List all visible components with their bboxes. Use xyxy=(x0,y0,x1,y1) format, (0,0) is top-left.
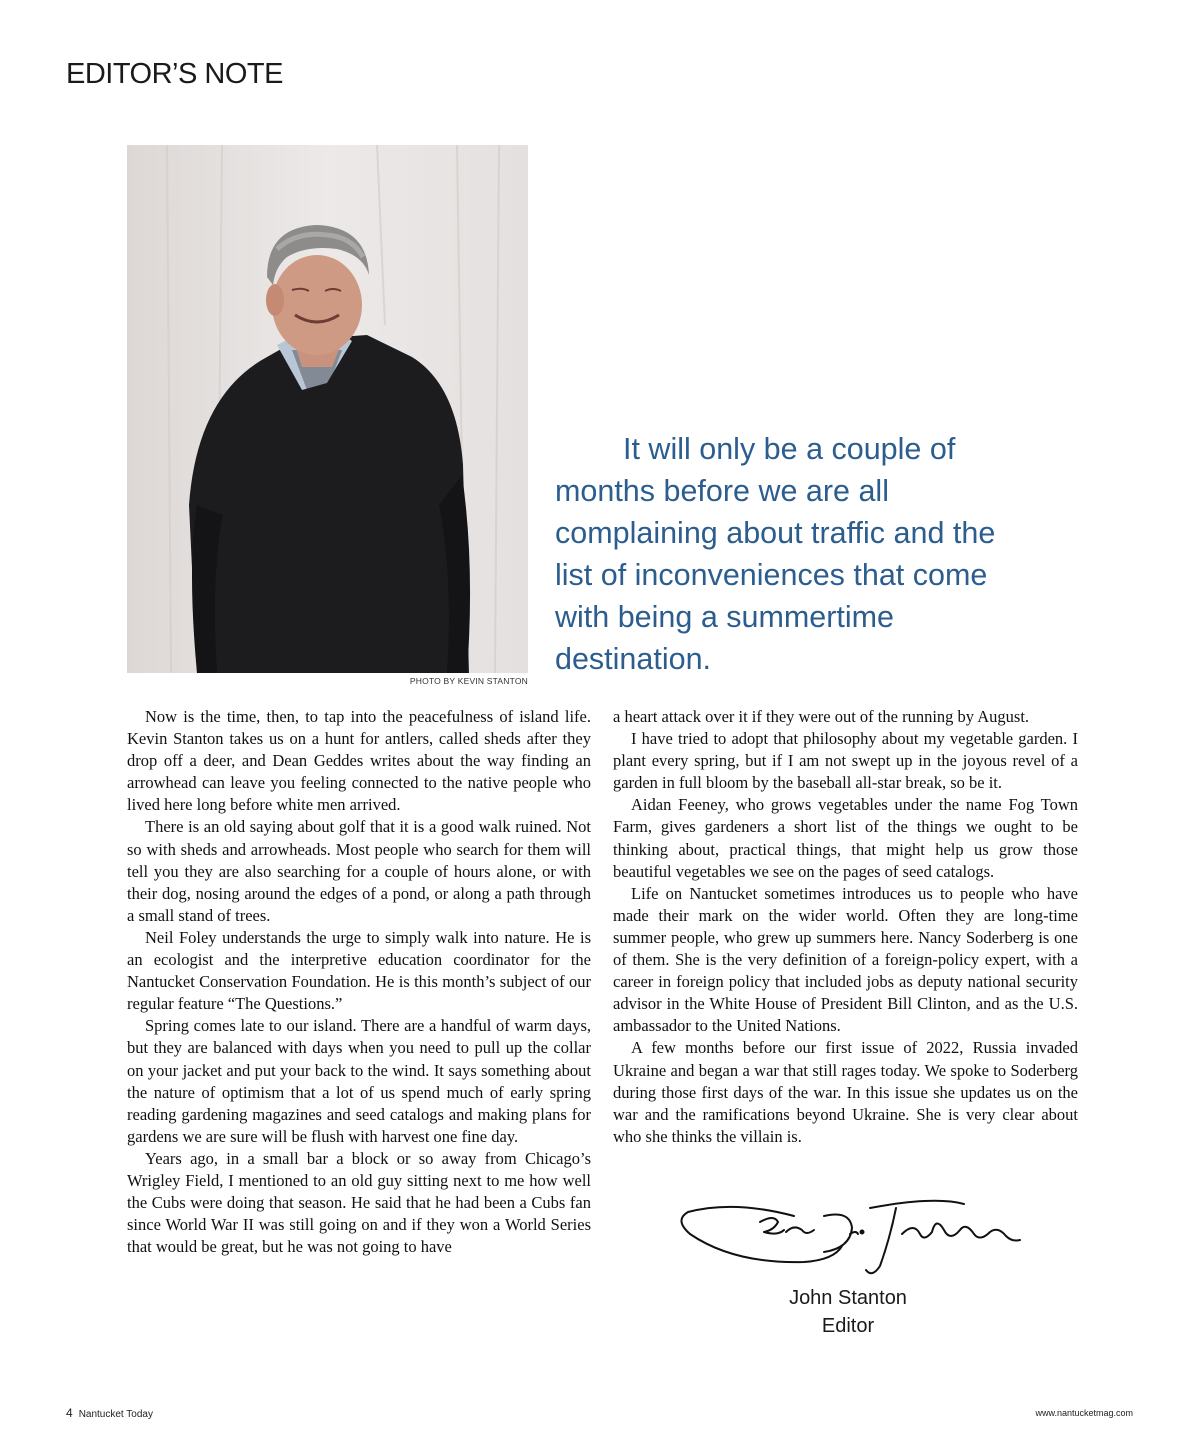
body-column-right xyxy=(613,706,1078,1148)
publication-name: Nantucket Today xyxy=(78,1409,153,1420)
body-paragraph: I have tried to adopt that philosophy about my vegetable garden. I plant every spring, but if I am not swept up in the joyous revel of a garden in full bloom by the baseball all-star break, so be it. xyxy=(613,729,1078,793)
page-number: 4 xyxy=(66,1406,73,1420)
editor-name: John Stanton xyxy=(789,1287,907,1309)
body-paragraph-continuation: a heart attack over it if they were out of the running by August. xyxy=(613,707,1030,726)
section-label: EDITOR’S NOTE xyxy=(66,58,283,90)
body-paragraph: There is an old saying about golf that it is a good walk ruined. Not so with sheds and arrowheads. Most people who search for them will tell you they are also searching for a couple of hours alone, or with their dog, nosing around the edges of a pond, or along a path through a small stand of trees. xyxy=(127,817,591,925)
editor-photo xyxy=(127,145,528,673)
body-paragraph: Spring comes late to our island. There are a handful of warm days, but they are balanced with days when you need to pull up the collar on your jacket and put your back to the wind. It says something about the nature of optimism that a lot of us spend much of early spring reading gardening magazines and seed catalogs and making plans for gardens we are sure will be flush with harvest one fine day. xyxy=(127,1016,591,1146)
photo-credit: PHOTO BY KEVIN STANTON xyxy=(409,676,528,686)
handwritten-signature xyxy=(674,1186,1024,1286)
signoff xyxy=(748,1284,948,1340)
body-paragraph: Aidan Feeney, who grows vegetables under the name Fog Town Farm, gives gardeners a short list of the things we ought to be thinking about, practical things, that might help us grow those beautiful vegetables we see on the pages of seed catalogs. xyxy=(613,795,1078,881)
body-paragraph: Years ago, in a small bar a block or so away from Chicago’s Wrigley Field, I mentioned to an old guy sitting next to me how well the Cubs were doing that season. He said that he had been a Cubs fan since World War II was still going on and if they won a World Series that would be great, but he was not going to have xyxy=(127,1148,591,1257)
editor-title: Editor xyxy=(821,1315,875,1337)
pull-quote: It will only be a couple of months before we are all complaining about traffic and the list of inconveniences that come with being a summertime destination. xyxy=(555,432,996,676)
body-paragraph: A few months before our first issue of 2022, Russia invaded Ukraine and began a war that still rages today. We spoke to Soderberg during those first days of the war. In this issue she updates us on the war and the ramifications beyond Ukraine. She is very clear about who she thinks the villain is. xyxy=(613,1038,1078,1146)
body-paragraph: Neil Foley understands the urge to simply walk into nature. He is an ecologist and the interpretive education coordinator for the Nantucket Conservation Foundation. He is this month’s subject of our regular feature “The Questions.” xyxy=(127,927,591,1014)
body-paragraph: Now is the time, then, to tap into the peacefulness of island life. Kevin Stanton takes us on a hunt for antlers, called sheds after they drop off a deer, and Dean Geddes writes about the way finding an arrowhead can leave you feeling connected to the native people who lived here long before white men arrived. xyxy=(127,707,591,815)
body-paragraph: Life on Nantucket sometimes introduces us to people who have made their mark on the wider world. Often they are long-time summer people, who grew up summers here. Nancy Soderberg is one of them. She is the very definition of a foreign-policy expert, with a career in foreign policy that included jobs as deputy national security advisor in the White House of President Bill Clinton, and as the U.S. ambassador to the United Nations. xyxy=(613,883,1078,1036)
footer-url: www.nantucketmag.com xyxy=(1035,1408,1133,1418)
footer-folio xyxy=(66,1406,153,1420)
body-column-left xyxy=(127,706,591,1258)
